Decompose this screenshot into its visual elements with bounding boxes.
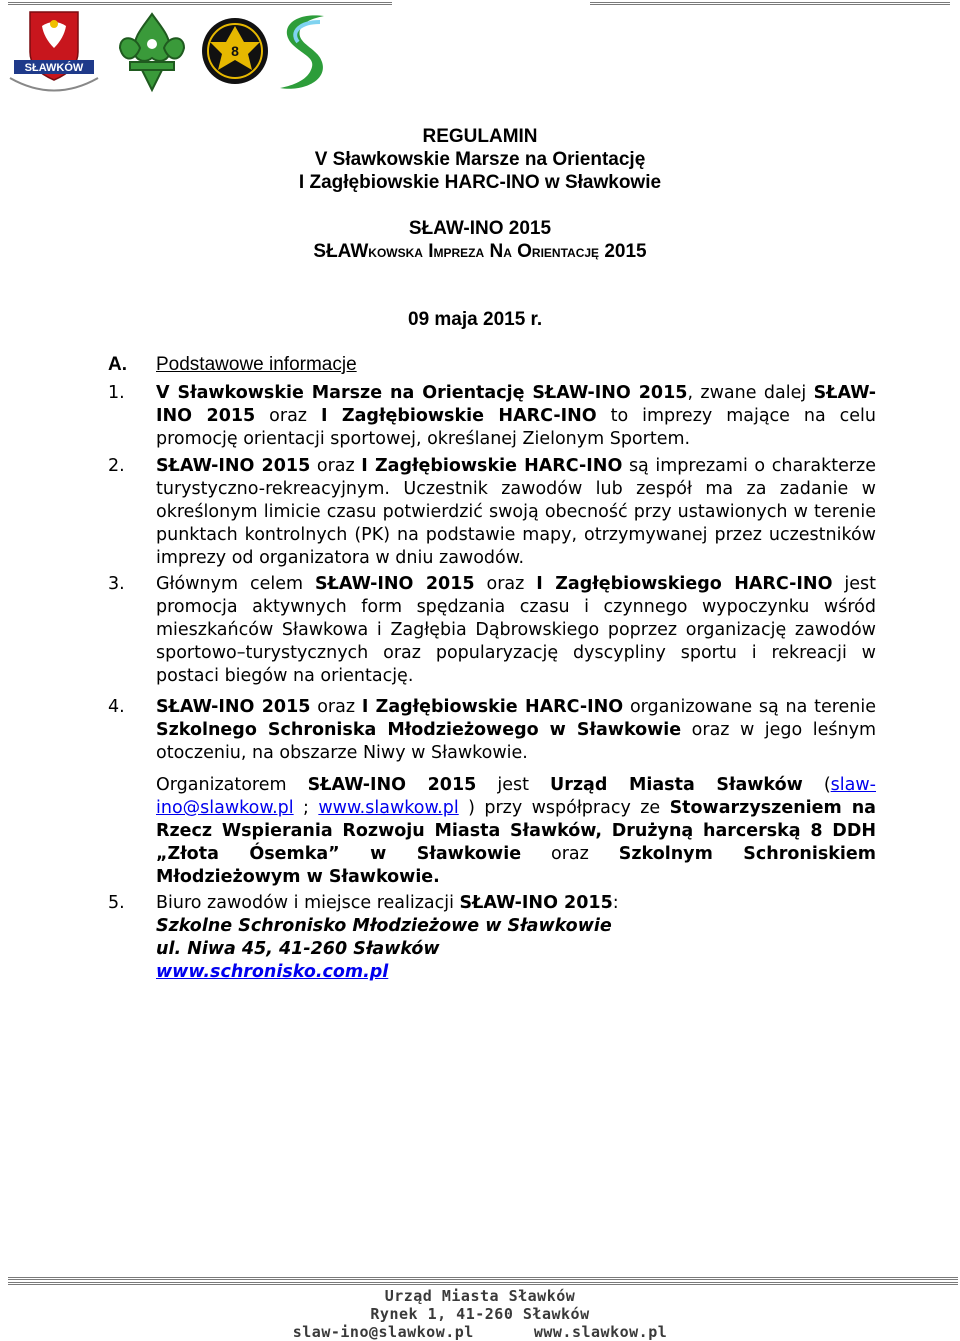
header-rule-right <box>590 2 950 5</box>
item-number: 4. <box>108 697 125 717</box>
item-number: 2. <box>108 456 125 476</box>
list-item-5 <box>108 892 876 984</box>
organizer-paragraph <box>108 774 876 889</box>
svg-text:8: 8 <box>231 43 239 59</box>
header-rule-left <box>8 2 392 5</box>
venue-name: Szkolne Schronisko Młodzieżowe w Sławkowie <box>156 916 612 936</box>
item-text: V Sławkowskie Marsze na Orientację SŁAW-INO 2015, zwane dalej SŁAW-INO 2015 oraz I Zagłębiowskie HARC-INO to imprezy mające na celu promocję orientacji sportowej, określanej Zielonym Sportem. <box>156 383 876 449</box>
footer-office: Urząd Miasta Sławków <box>384 1287 576 1305</box>
footer-email[interactable]: slaw-ino@slawkow.pl <box>292 1323 474 1341</box>
item-number: 1. <box>108 383 125 403</box>
website-link[interactable]: www.slawkow.pl <box>318 798 459 818</box>
zhp-lily-logo <box>112 8 192 94</box>
logo-strip <box>8 8 368 98</box>
section-title: Podstawowe informacje <box>156 354 357 375</box>
footer-website[interactable]: www.slawkow.pl <box>533 1323 668 1341</box>
s-swoosh-logo <box>274 8 332 94</box>
item-number: 3. <box>108 574 125 594</box>
organizer-text: Organizatorem SŁAW-INO 2015 jest Urząd Miasta Sławków (slaw-ino@slawkow.pl ; www.slawkow.pl ) przy współpracy ze Stowarzyszeniem na Rzecz Wspierania Rozwoju Miasta Sławków, Drużyną harcerską 8 DDH „Złota Ósemka” w Sławkowie oraz Szkolnym Schroniskiem Młodzieżowym w Sławkowie. <box>156 775 876 887</box>
list-item-4 <box>108 696 876 765</box>
footer-rule-2 <box>8 1282 958 1285</box>
footer <box>0 1287 960 1341</box>
title-block <box>0 125 960 265</box>
item-text: Głównym celem SŁAW-INO 2015 oraz I Zagłębiowskiego HARC-INO jest promocja aktywnych form spędzania czasu i czynnego wypoczynku wśród mieszkańców Sławkowa i Zagłębia Dąbrowskiego poprzez organizację zawodów sportowo–turystycznych oraz popularyzację dyscypliny sportu i rekreacji w postaci biegów na orientację. <box>156 574 876 686</box>
venue-address: ul. Niwa 45, 41-260 Sławków <box>156 939 440 959</box>
event-date: 09 maja 2015 r. <box>408 309 543 330</box>
section-letter: A. <box>108 354 127 375</box>
doc-title: REGULAMIN <box>422 126 538 147</box>
list-item-1 <box>108 382 876 451</box>
section-heading <box>108 354 357 376</box>
doc-subtitle-2: I Zagłębiowskie HARC-INO w Sławkowie <box>298 172 662 193</box>
doc-subtitle-1: V Sławkowskie Marsze na Orientację <box>314 149 646 170</box>
venue-website-link[interactable]: www.schronisko.com.pl <box>156 962 389 982</box>
list-item-3 <box>108 573 876 688</box>
event-full-name: SŁAWKOWSKA IMPREZA NA ORIENTACJĘ 2015 <box>313 241 647 262</box>
coat-of-arms-logo <box>8 8 100 98</box>
footer-address: Rynek 1, 41-260 Sławków <box>370 1305 590 1323</box>
event-name: SŁAW-INO 2015 <box>408 218 552 239</box>
list-item-2 <box>108 455 876 570</box>
svg-text:SŁAWKÓW: SŁAWKÓW <box>24 62 84 74</box>
item-text: Biuro zawodów i miejsce realizacji SŁAW-INO 2015: <box>156 893 619 913</box>
footer-rule <box>8 1277 958 1280</box>
zlota-osemka-badge-logo <box>200 8 270 94</box>
item-text: SŁAW-INO 2015 oraz I Zagłębiowskie HARC-INO organizowane są na terenie Szkolnego Schroniska Młodzieżowego w Sławkowie oraz w jego leśnym otoczeniu, na obszarze Niwy w Sławkowie. <box>156 697 877 763</box>
item-text: SŁAW-INO 2015 oraz I Zagłębiowskie HARC-INO są imprezami o charakterze turystyczno-rekreacyjnym. Uczestnik zawodów lub zespół ma za zadanie w określonym limicie czasu potwierdzić swoją obecność przy ustawionych w terenie punktach kontrolnych (PK) na podstawie mapy, otrzymywanej przez uczestników imprezy od organizatora w dniu zawodów. <box>156 456 876 568</box>
item-number: 5. <box>108 893 125 913</box>
email-link[interactable]: slaw-ino@slawkow.pl <box>156 775 876 818</box>
